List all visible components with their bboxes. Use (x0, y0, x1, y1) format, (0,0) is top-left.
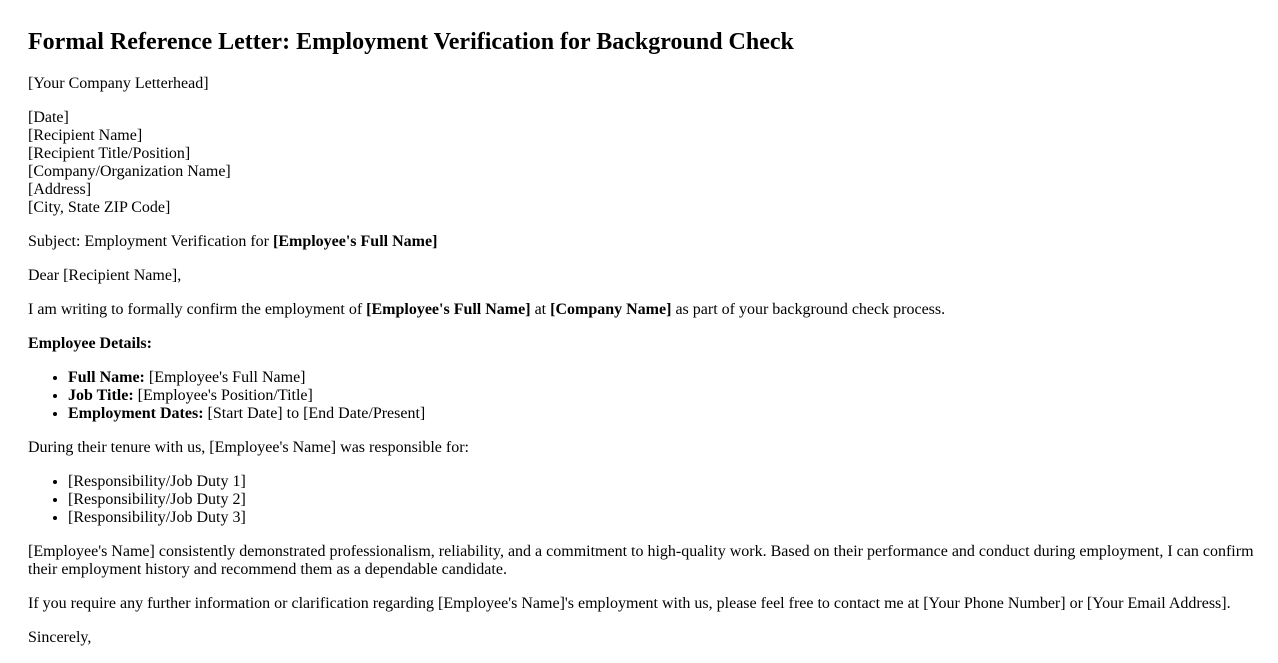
duty-item: • [Responsibility/Job Duty 3] (68, 509, 1258, 527)
employee-details-list (28, 369, 1258, 423)
detail-label: Full Name: (68, 369, 145, 386)
detail-value: [Start Date] to [End Date/Present] (203, 405, 426, 422)
intro-employee-name: [Employee's Full Name] (366, 301, 531, 318)
subject-employee-name: [Employee's Full Name] (272, 233, 438, 250)
recipient-address-line: [Address] (28, 181, 92, 198)
subject-line (28, 233, 1258, 251)
letter-document (28, 29, 1258, 663)
duties-list (28, 473, 1258, 527)
intro-company-name: [Company Name] (550, 301, 672, 318)
duties-intro: During their tenure with us, [Employee's Name] was responsible for: (28, 439, 469, 456)
recipient-title-line: [Recipient Title/Position] (28, 145, 191, 162)
recipient-name-line: [Recipient Name] (28, 127, 143, 144)
salutation: Dear [Recipient Name], (28, 267, 182, 284)
contact-paragraph: If you require any further information or clarification regarding [Employee's Name]'s employment with us, please feel free to contact me at [Your Phone Number] or [Your Email Address]. (28, 595, 1231, 612)
intro-text-2: at (530, 301, 551, 318)
detail-value: [Employee's Full Name] (144, 369, 306, 386)
detail-item-job-title (68, 387, 1258, 405)
intro-text-3: as part of your background check process. (671, 301, 946, 318)
date-line: [Date] (28, 109, 69, 126)
detail-item-full-name (68, 369, 1258, 387)
recipient-company-line: [Company/Organization Name] (28, 163, 231, 180)
assessment-paragraph: [Employee's Name] consistently demonstrated professionalism, reliability, and a commitment to high-quality work. Based on their performance and conduct during employment, I can confirm their employment history and recommend them as a dependable candidate. (28, 543, 1254, 578)
detail-label: Employment Dates: (68, 405, 204, 422)
intro-text-1: I am writing to formally confirm the employment of (28, 301, 367, 318)
closing: Sincerely, (28, 629, 92, 646)
duty-item: • [Responsibility/Job Duty 1] (68, 473, 1258, 491)
letterhead: [Your Company Letterhead] (28, 75, 209, 92)
subject-prefix: Subject: Employment Verification for (28, 233, 273, 250)
detail-item-employment-dates (68, 405, 1258, 423)
details-heading-text: Employee Details: (28, 335, 152, 352)
recipient-address-block (28, 109, 1258, 217)
recipient-city-line: [City, State ZIP Code] (28, 199, 171, 216)
detail-value: [Employee's Position/Title] (133, 387, 313, 404)
details-heading (28, 335, 1258, 353)
intro-paragraph (28, 301, 1258, 319)
detail-label: Job Title: (68, 387, 134, 404)
duty-item: • [Responsibility/Job Duty 2] (68, 491, 1258, 509)
letter-title: Formal Reference Letter: Employment Verification for Background Check (28, 29, 794, 55)
